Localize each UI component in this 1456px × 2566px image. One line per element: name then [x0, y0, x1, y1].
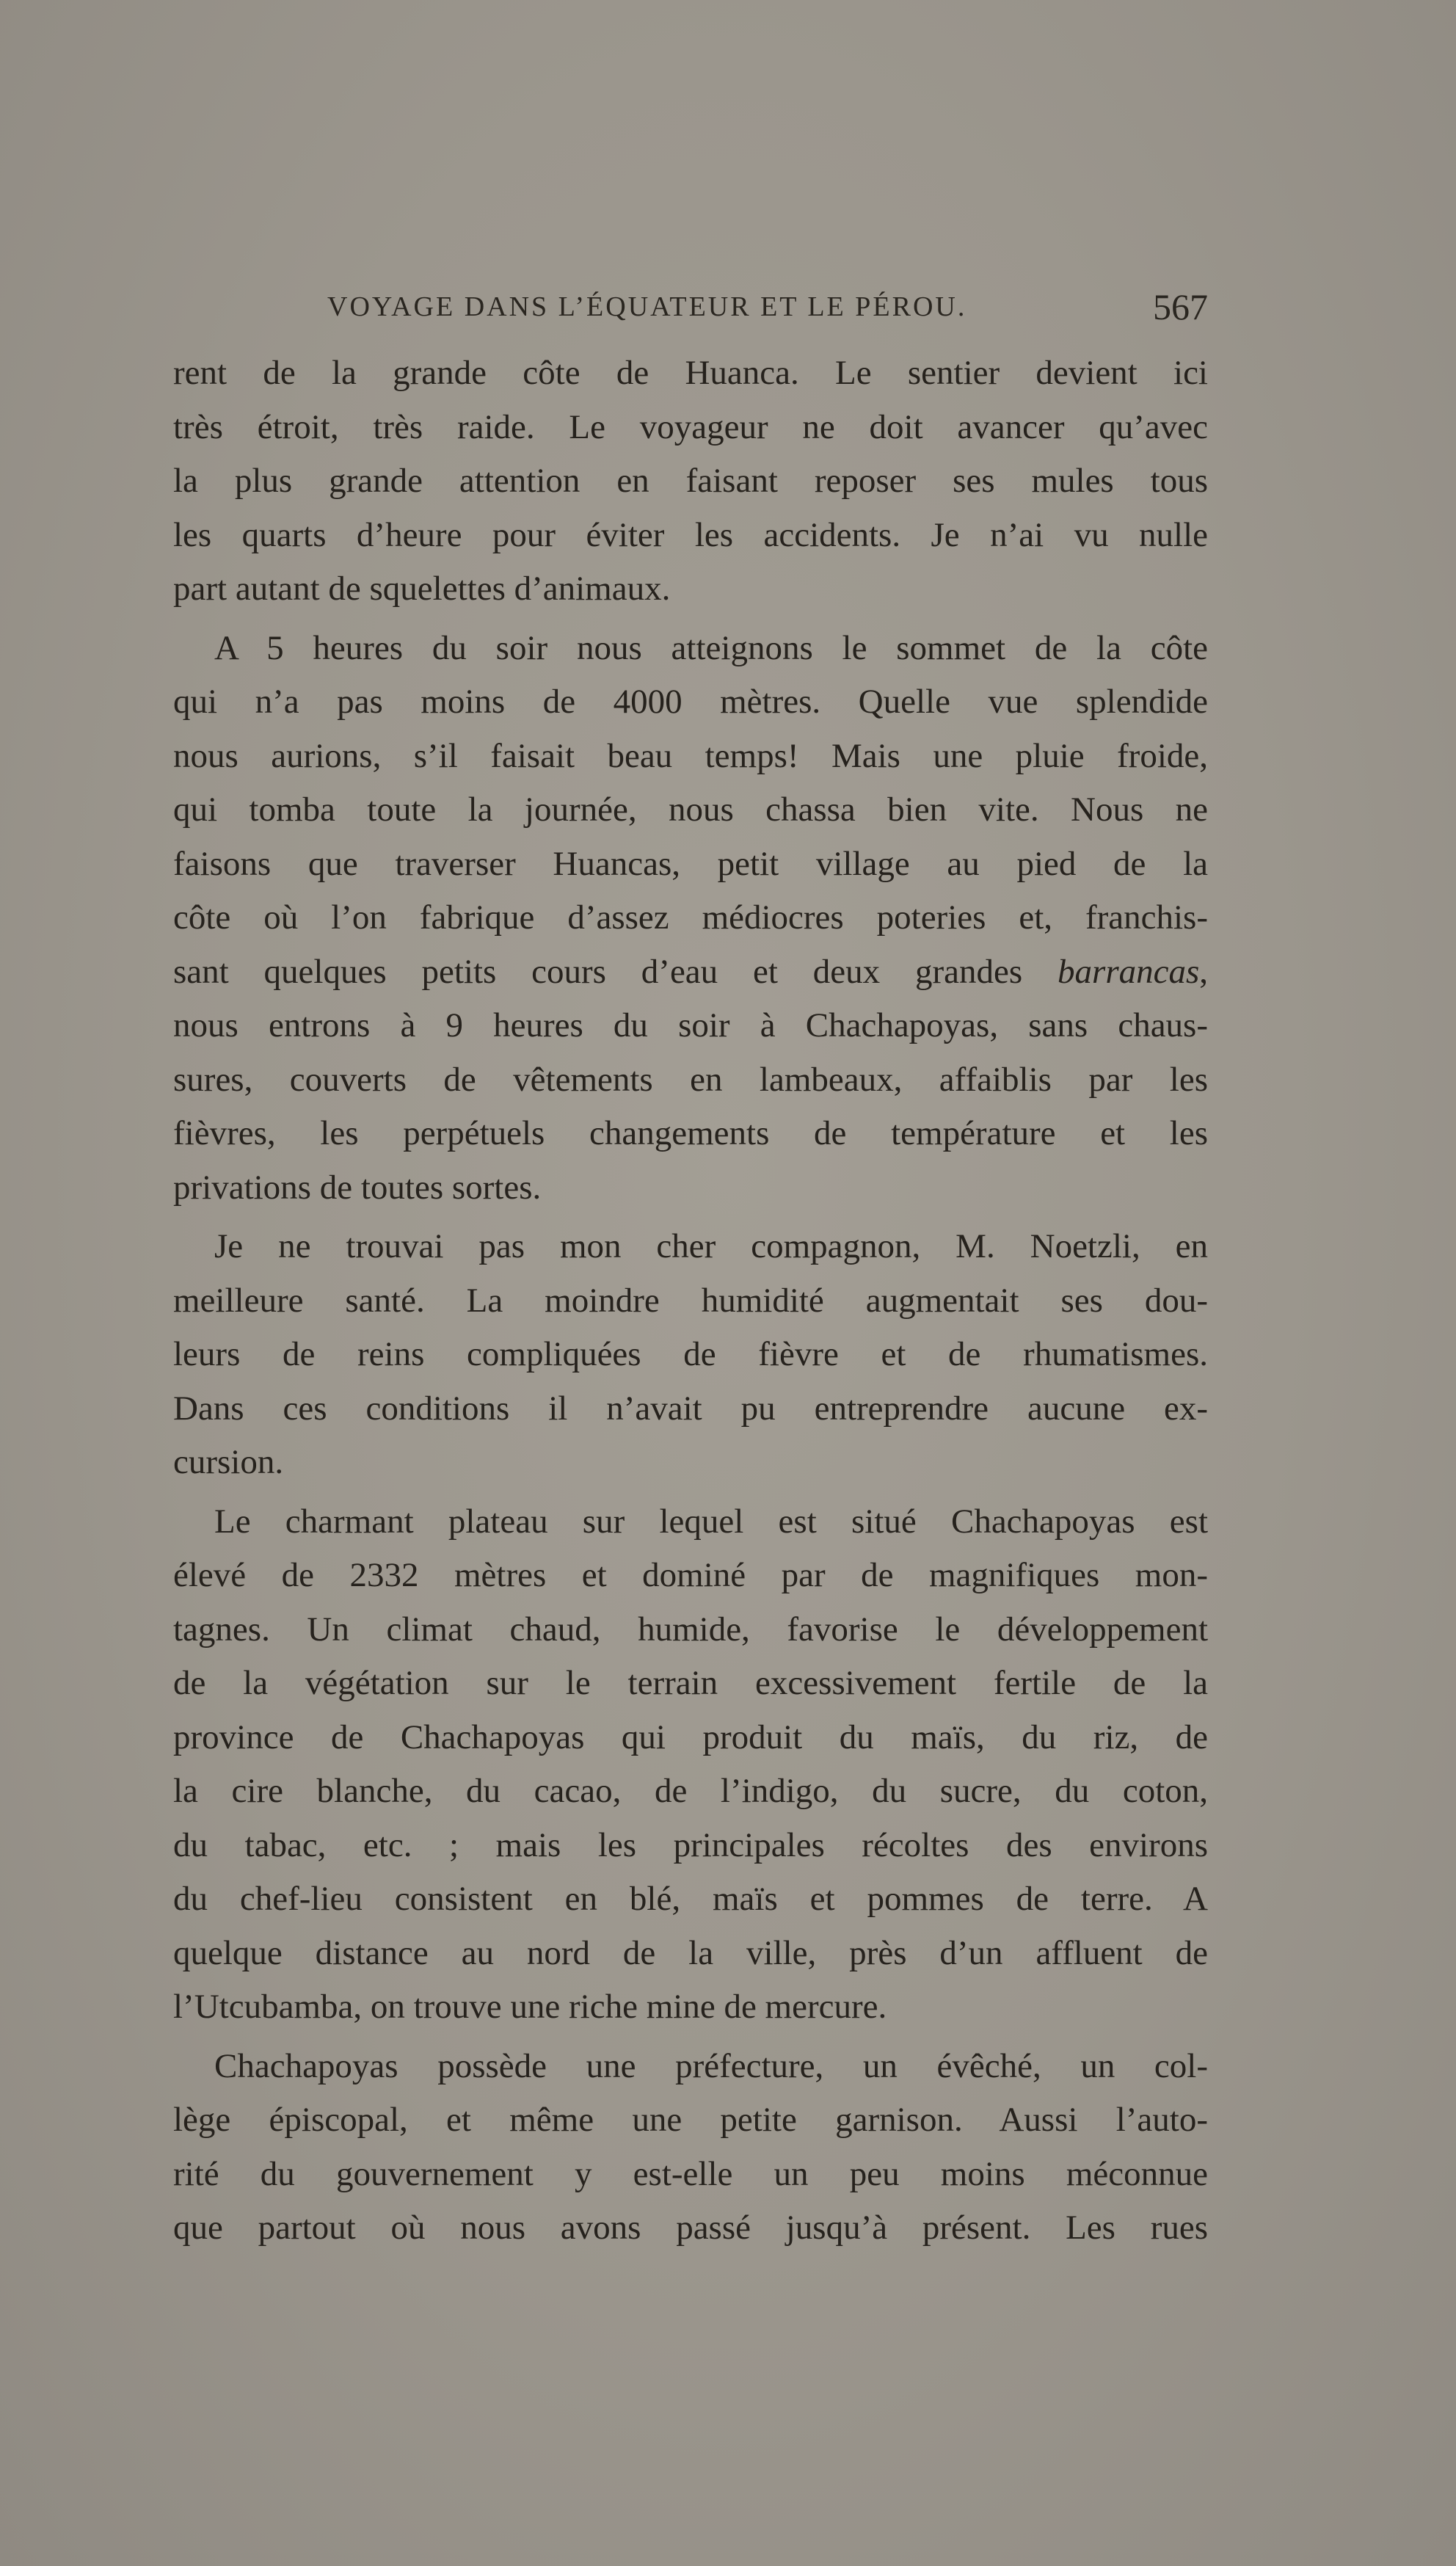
text-line: sures, couverts de vêtements en lambeaux, affaiblis par les [173, 1060, 1208, 1099]
text-line: du tabac, etc. ; mais les principales récoltes des environs [173, 1825, 1208, 1864]
text-line: du chef-lieu consistent en blé, maïs et pommes de terre. A [173, 1880, 1208, 1918]
text-line: Je ne trouvai pas mon cher compagnon, M. Noetzli, en [214, 1227, 1208, 1265]
text-line: élevé de 2332 mètres et dominé par de magnifiques mon- [173, 1556, 1208, 1594]
text-line: nous aurions, s’il faisait beau temps! Mais une pluie froide, [173, 736, 1208, 775]
text-line: A 5 heures du soir nous atteignons le sommet de la côte [214, 628, 1208, 667]
text-line: meilleure santé. La moindre humidité augmentait ses dou- [173, 1281, 1208, 1320]
text-line: très étroit, très raide. Le voyageur ne doit avancer qu’avec [173, 407, 1208, 446]
text-line: Le charmant plateau sur lequel est situé Chachapoyas est [214, 1502, 1208, 1541]
text-line: qui tomba toute la journée, nous chassa bien vite. Nous ne [173, 790, 1208, 829]
punctuation: , [1199, 952, 1209, 991]
text-line: de la végétation sur le terrain excessivement fertile de la [173, 1664, 1208, 1702]
text-line: cursion. [173, 1443, 284, 1481]
text-line: faisons que traverser Huancas, petit village au pied de la [173, 844, 1208, 883]
italic-word: barrancas [1058, 952, 1200, 991]
paragraph-3 [173, 1220, 1208, 1490]
text-line: la plus grande attention en faisant reposer ses mules tous [173, 462, 1208, 500]
text-line: les quarts d’heure pour éviter les accidents. Je n’ai vu nulle [173, 515, 1208, 554]
text-line: rité du gouvernement y est-elle un peu moins méconnue [173, 2154, 1208, 2193]
text-line: qui n’a pas moins de 4000 mètres. Quelle vue splendide [173, 683, 1208, 721]
text-line: lège épiscopal, et même une petite garnison. Aussi l’auto- [173, 2101, 1208, 2139]
paragraph-5 [173, 2040, 1208, 2256]
page-number: 567 [1153, 286, 1208, 327]
text-segment: sant quelques petits cours d’eau et deux grandes [173, 952, 1023, 991]
body-text [173, 346, 1208, 2256]
text-line: Dans ces conditions il n’avait pu entreprendre aucune ex- [173, 1389, 1208, 1428]
text-line: leurs de reins compliquées de fièvre et de rhumatismes. [173, 1335, 1208, 1373]
text-line: que partout où nous avons passé jusqu’à présent. Les rues [173, 2209, 1208, 2247]
paragraph-2 [173, 622, 1208, 1215]
text-line: tagnes. Un climat chaud, humide, favorise le développement [173, 1610, 1208, 1649]
text-line: la cire blanche, du cacao, de l’indigo, du sucre, du coton, [173, 1772, 1208, 1810]
text-line: Chachapoyas possède une préfecture, un évêché, un col- [214, 2046, 1208, 2085]
running-head [173, 285, 1208, 329]
running-title: VOYAGE DANS L’ÉQUATEUR ET LE PÉROU. [327, 291, 967, 322]
text-line: rent de la grande côte de Huanca. Le sentier devient ici [173, 354, 1208, 392]
text-line-with-italic [173, 945, 1208, 1000]
text-line: nous entrons à 9 heures du soir à Chachapoyas, sans chaus- [173, 1006, 1208, 1044]
text-line: privations de toutes sortes. [173, 1168, 542, 1207]
text-line: quelque distance au nord de la ville, près d’un affluent de [173, 1933, 1208, 1972]
text-line: fièvres, les perpétuels changements de température et les [173, 1114, 1208, 1152]
text-line: part autant de squelettes d’animaux. [173, 570, 671, 608]
text-line: l’Utcubamba, on trouve une riche mine de mercure. [173, 1988, 887, 2026]
text-line: côte où l’on fabrique d’assez médiocres poteries et, franchis- [173, 898, 1208, 937]
text-line: province de Chachapoyas qui produit du maïs, du riz, de [173, 1718, 1208, 1756]
paragraph-4 [173, 1495, 1208, 2035]
paragraph-1 [173, 346, 1208, 617]
